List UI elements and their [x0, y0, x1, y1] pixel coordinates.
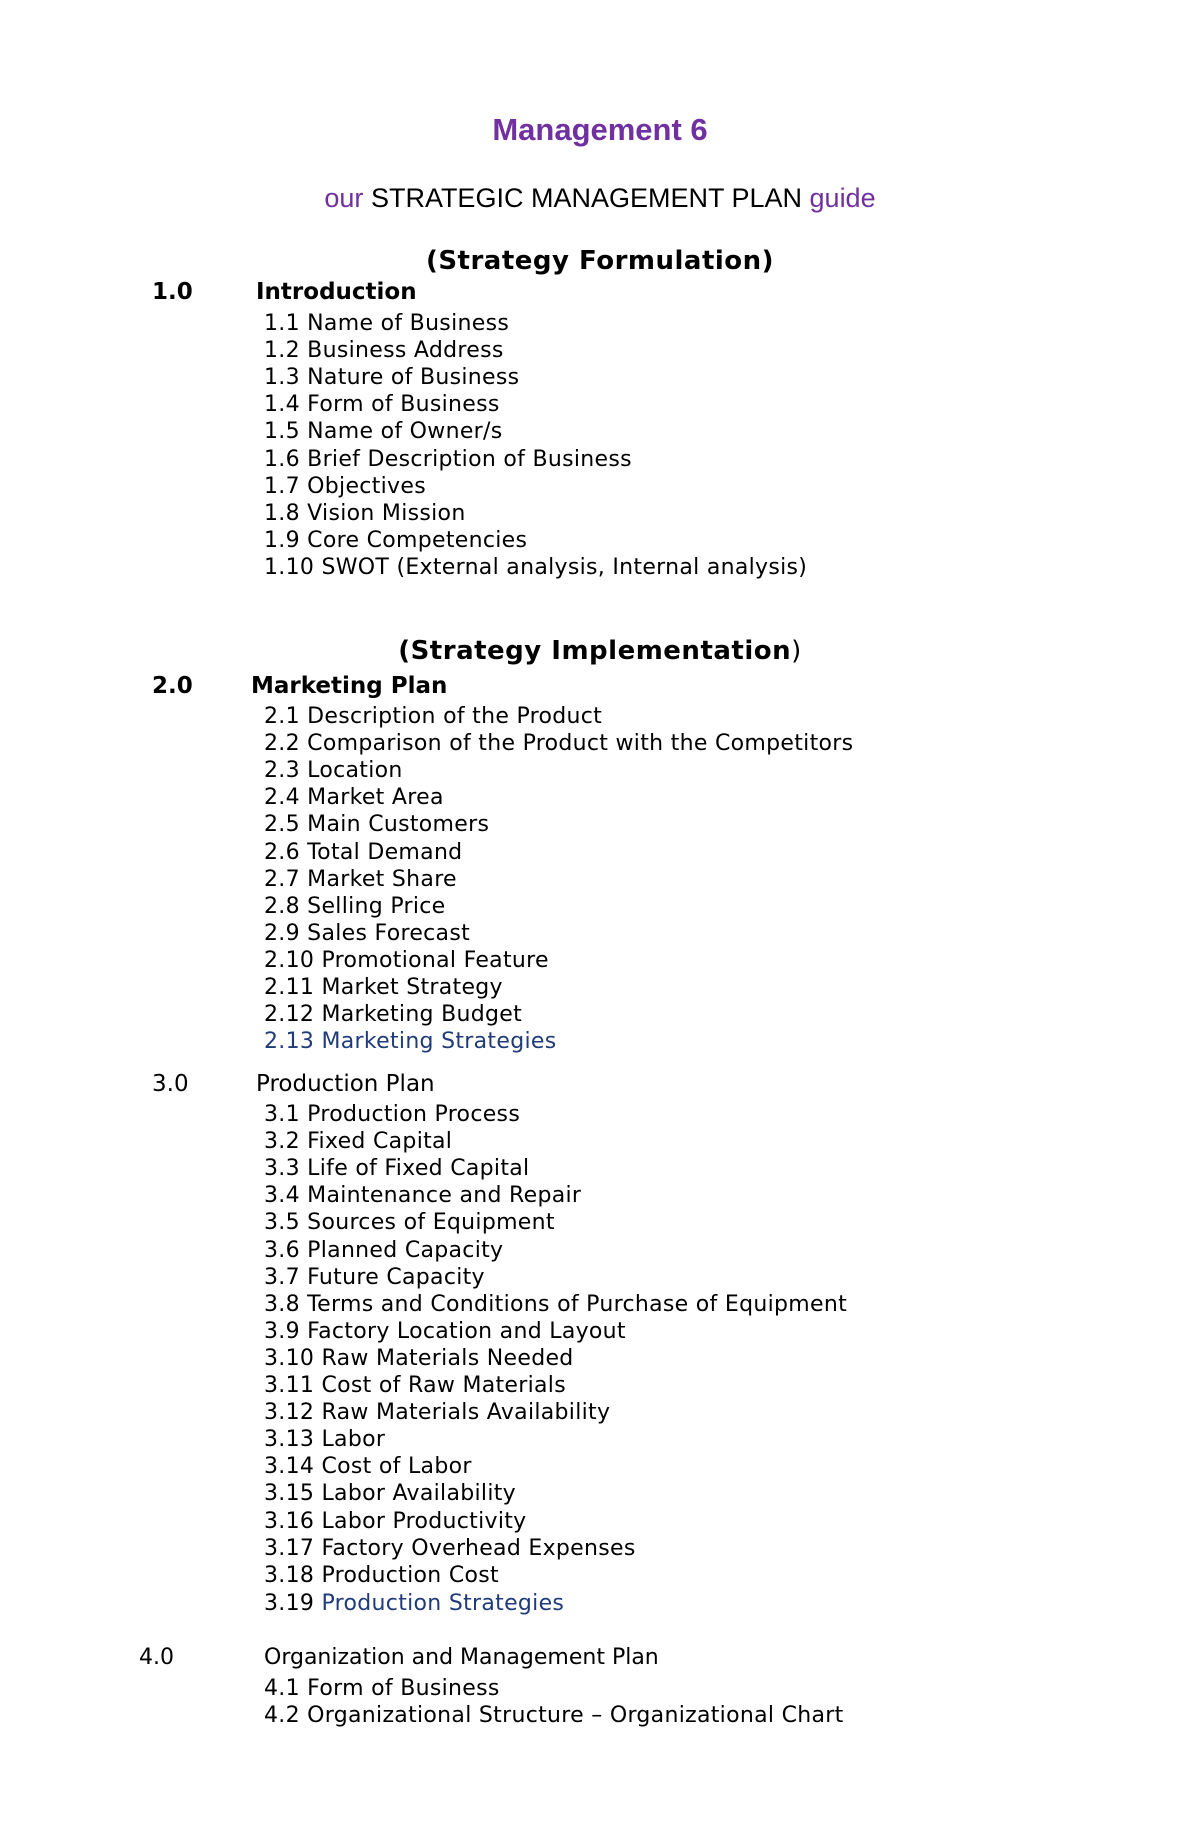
list-item: 1.6 Brief Description of Business	[264, 446, 632, 472]
section-title: Marketing Plan	[251, 673, 448, 699]
phase-heading-implementation	[0, 636, 1200, 666]
list-item: 3.2 Fixed Capital	[264, 1129, 453, 1155]
section-number: 2.0	[152, 673, 193, 699]
list-item: 3.5 Sources of Equipment	[264, 1210, 555, 1236]
list-item: 3.10 Raw Materials Needed	[264, 1345, 574, 1371]
subtitle-suffix: guide	[809, 183, 876, 213]
subtitle-main: STRATEGIC MANAGEMENT PLAN	[370, 183, 803, 213]
list-item: 2.11 Market Strategy	[264, 975, 503, 1000]
section-number: 4.0	[139, 1645, 174, 1670]
list-item: 2.6 Total Demand	[264, 839, 463, 865]
list-item-text: Production Strategies	[321, 1591, 565, 1616]
section-number: 3.0	[152, 1071, 189, 1097]
phase-heading-text: (Strategy Implementation	[398, 636, 792, 666]
list-item: 2.12 Marketing Budget	[264, 1002, 523, 1028]
list-item: 1.1 Name of Business	[264, 311, 510, 336]
list-item: 3.12 Raw Materials Availability	[264, 1400, 611, 1426]
section-number: 1.0	[152, 279, 193, 305]
list-item: 4.1 Form of Business	[264, 1676, 500, 1701]
list-item: 2.3 Location	[264, 758, 403, 784]
subtitle-prefix: our	[324, 183, 364, 213]
list-item: 2.13 Marketing Strategies	[264, 1029, 557, 1055]
list-item: 3.16 Labor Productivity	[264, 1508, 527, 1534]
list-item: 2.2 Comparison of the Product with the Competitors	[264, 731, 854, 757]
page-title: Management 6	[492, 112, 708, 147]
list-item: 3.18 Production Cost	[264, 1562, 499, 1588]
section-title: Organization and Management Plan	[264, 1645, 659, 1670]
list-item: 1.8 Vision Mission	[264, 500, 466, 526]
list-item: 2.10 Promotional Feature	[264, 947, 549, 973]
section-title: Introduction	[256, 279, 417, 305]
list-item: 2.1 Description of the Product	[264, 704, 603, 729]
list-item-number: 3.19	[264, 1591, 315, 1616]
list-item: 2.5 Main Customers	[264, 812, 490, 838]
page-subtitle	[0, 183, 1200, 214]
list-item: 1.4 Form of Business	[264, 392, 500, 418]
phase-heading-formulation: (Strategy Formulation)	[425, 246, 775, 276]
list-item: 3.1 Production Process	[264, 1102, 521, 1127]
list-item: 2.8 Selling Price	[264, 893, 446, 919]
list-item: 1.3 Nature of Business	[264, 365, 520, 391]
list-item: 1.7 Objectives	[264, 473, 426, 499]
list-item: 1.2 Business Address	[264, 338, 504, 364]
list-item	[264, 1591, 564, 1616]
list-item: 3.8 Terms and Conditions of Purchase of Equipment	[264, 1291, 847, 1317]
list-item: 2.4 Market Area	[264, 785, 444, 811]
phase-heading-close: )	[791, 636, 802, 666]
list-item: 3.7 Future Capacity	[264, 1264, 485, 1290]
list-item: 3.6 Planned Capacity	[264, 1237, 504, 1263]
list-item: 1.10 SWOT (External analysis, Internal analysis)	[264, 554, 808, 580]
list-item: 3.13 Labor	[264, 1427, 386, 1453]
list-item: 3.9 Factory Location and Layout	[264, 1318, 626, 1344]
list-item: 2.7 Market Share	[264, 866, 457, 892]
list-item: 3.3 Life of Fixed Capital	[264, 1156, 530, 1182]
list-item: 1.5 Name of Owner/s	[264, 419, 503, 445]
list-item: 3.17 Factory Overhead Expenses	[264, 1535, 636, 1561]
list-item: 1.9 Core Competencies	[264, 527, 528, 553]
list-item: 2.9 Sales Forecast	[264, 920, 471, 946]
list-item: 3.4 Maintenance and Repair	[264, 1183, 582, 1209]
list-item: 3.14 Cost of Labor	[264, 1454, 472, 1480]
list-item: 4.2 Organizational Structure – Organizational Chart	[264, 1703, 844, 1729]
list-item: 3.15 Labor Availability	[264, 1481, 516, 1507]
section-title: Production Plan	[256, 1071, 435, 1097]
list-item: 3.11 Cost of Raw Materials	[264, 1373, 566, 1398]
